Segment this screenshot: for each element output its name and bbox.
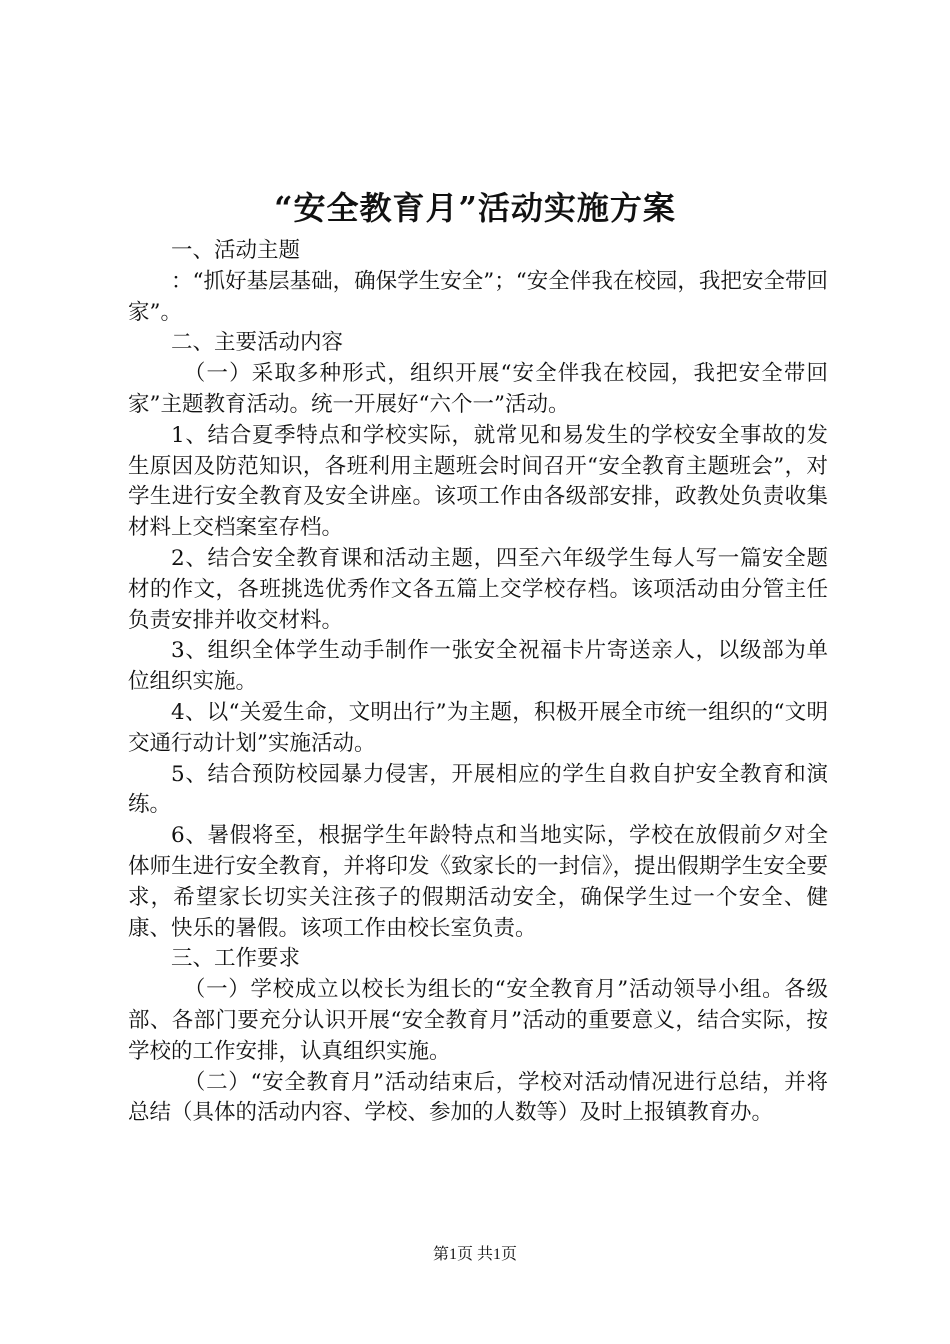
paragraph-item-2: 2、结合安全教育课和活动主题，四至六年级学生每人写一篇安全题材的作文，各班挑选优秀作文各五篇上交学校存档。该项活动由分管主任负责安排并收交材料。: [128, 545, 828, 633]
document-title: “安全教育月”活动实施方案: [274, 189, 676, 227]
paragraph-item-5: 5、结合预防校园暴力侵害，开展相应的学生自救自护安全教育和演练。: [128, 761, 828, 818]
section-heading-content: 二、主要活动内容: [171, 330, 344, 356]
section-heading-requirements: 三、工作要求: [171, 946, 301, 972]
paragraph-item-6: 6、暑假将至，根据学生年龄特点和当地实际，学校在放假前夕对全体师生进行安全教育，并将印发《致家长的一封信》，提出假期学生安全要求，希望家长切实关注孩子的假期活动安全，确保学生过一个安全、健康、快乐的暑假。该项工作由校长室负责。: [128, 823, 828, 941]
section-heading-theme: 一、活动主题: [171, 238, 301, 263]
paragraph-item-3: 3、组织全体学生动手制作一张安全祝福卡片寄送亲人，以级部为单位组织实施。: [128, 638, 828, 695]
paragraph-content-1: （一）采取多种形式，组织开展“安全伴我在校园，我把安全带回家”主题教育活动。统一开展好“六个一”活动。: [128, 361, 828, 417]
document-body: [128, 236, 828, 1129]
paragraph-requirement-1: （一）学校成立以校长为组长的“安全教育月”活动领导小组。各级部、各部门要充分认识开展“安全教育月”活动的重要意义，结合实际，按学校的工作安排，认真组织实施。: [128, 977, 828, 1064]
page-footer: 第1页 共1页: [432, 1246, 517, 1263]
paragraph-theme-slogans: ：“抓好基层基础，确保学生安全”；“安全伴我在校园，我把安全带回家”。: [128, 268, 828, 325]
paragraph-item-4: 4、以“关爱生命，文明出行”为主题，积极开展全市统一组织的“文明交通行动计划”实施活动。: [128, 699, 829, 756]
paragraph-requirement-2: （二）“安全教育月”活动结束后，学校对活动情况进行总结，并将总结（具体的活动内容、学校、参加的人数等）及时上报镇教育办。: [128, 1069, 828, 1126]
paragraph-item-1: 1、结合夏季特点和学校实际，就常见和易发生的学校安全事故的发生原因及防范知识，各班利用主题班会时间召开“安全教育主题班会”，对学生进行安全教育及安全讲座。该项工作由各级部安排，政教处负责收集材料上交档案室存档。: [128, 422, 828, 541]
